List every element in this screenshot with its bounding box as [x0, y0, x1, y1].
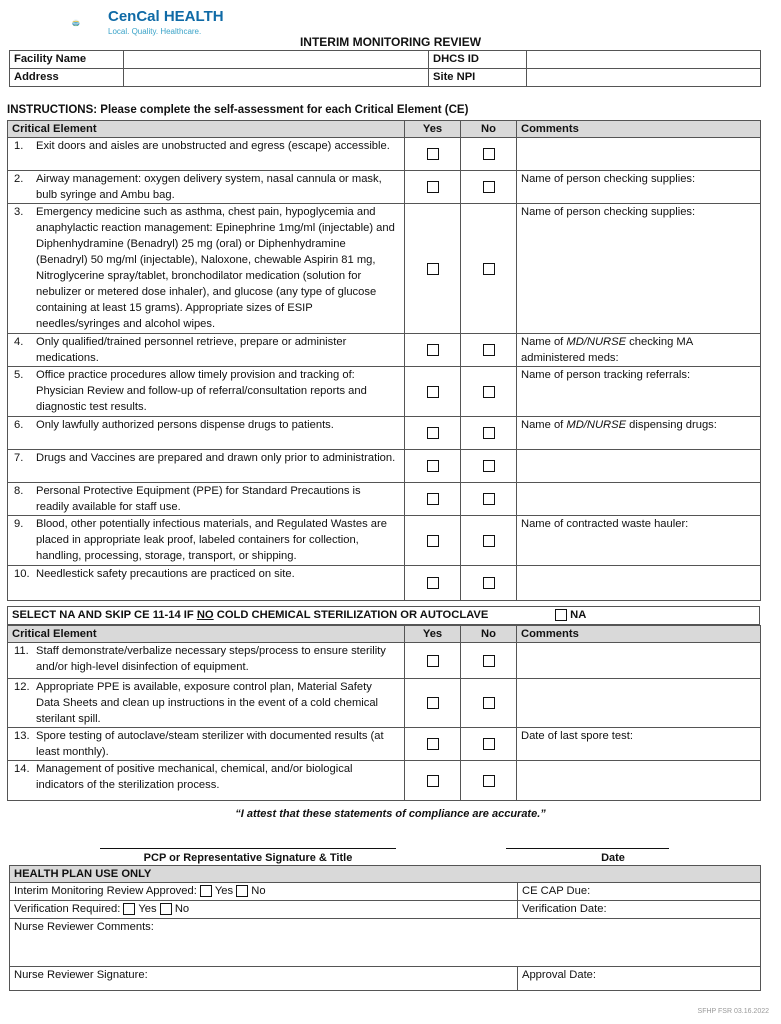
ce-number: 7.: [14, 452, 24, 464]
facility-name-field[interactable]: [124, 51, 429, 69]
table-row: [8, 679, 761, 728]
na-section: [7, 606, 760, 625]
na-instruction: SELECT NA AND SKIP CE 11-14 IF NO COLD CHEMICAL STERILIZATION OR AUTOCLAVE: [8, 607, 552, 625]
approved-yes-checkbox[interactable]: [200, 885, 212, 897]
ce-text-cell: [8, 367, 405, 417]
ce-description: Airway management: oxygen delivery system, nasal cannula or mask, bulb syringe and Ambu bag.: [36, 173, 382, 201]
health-plan-table: [9, 865, 761, 991]
ce-number: 6.: [14, 419, 24, 431]
health-plan-header: HEALTH PLAN USE ONLY: [10, 866, 761, 883]
form-footer: SFHP FSR 03.16.2022: [697, 1008, 769, 1015]
comment-cell[interactable]: Date of last spore test:: [517, 728, 761, 761]
col-yes: Yes: [405, 626, 461, 643]
no-checkbox[interactable]: [483, 386, 495, 398]
table-row: [8, 483, 761, 516]
facility-table: [9, 50, 761, 87]
ce-description: Appropriate PPE is available, exposure control plan, Material Safety Data Sheets and clean up instructions in the event of a cold chemical sterilant spill.: [36, 681, 379, 725]
comment-cell[interactable]: Name of person checking supplies:: [517, 204, 761, 334]
date-line[interactable]: [506, 848, 669, 849]
approval-date-field[interactable]: Approval Date:: [518, 967, 761, 991]
ce-description: Management of positive mechanical, chemical, and/or biological indicators of the sterilization process.: [36, 763, 353, 791]
yes-checkbox[interactable]: [427, 697, 439, 709]
col-no: No: [461, 626, 517, 643]
table-row: [8, 334, 761, 367]
table-row: [8, 171, 761, 204]
col-critical-element: Critical Element: [8, 626, 405, 643]
no-checkbox[interactable]: [483, 577, 495, 589]
approved-row: Interim Monitoring Review Approved: Yes No: [10, 883, 518, 901]
table-row: [8, 417, 761, 450]
yes-checkbox[interactable]: [427, 775, 439, 787]
yes-checkbox[interactable]: [427, 493, 439, 505]
ce-text-cell: [8, 204, 405, 334]
no-checkbox[interactable]: [483, 344, 495, 356]
ce-text-cell: [8, 171, 405, 204]
table-row: [8, 138, 761, 171]
ce-number: 14.: [14, 763, 30, 775]
col-comments: Comments: [517, 121, 761, 138]
ce-number: 12.: [14, 681, 30, 693]
col-comments: Comments: [517, 626, 761, 643]
table-row: [8, 728, 761, 761]
verification-row: Verification Required: Yes No: [10, 901, 518, 919]
approved-no-checkbox[interactable]: [236, 885, 248, 897]
verification-yes-checkbox[interactable]: [123, 903, 135, 915]
ce-number: 1.: [14, 140, 24, 152]
dhcs-id-field[interactable]: [527, 51, 761, 69]
yes-checkbox[interactable]: [427, 655, 439, 667]
no-checkbox[interactable]: [483, 738, 495, 750]
ce-number: 4.: [14, 336, 24, 348]
ce-description: Exit doors and aisles are unobstructed and egress (escape) accessible.: [36, 140, 390, 152]
ce-text-cell: [8, 761, 405, 801]
no-checkbox[interactable]: [483, 655, 495, 667]
comment-cell[interactable]: [517, 483, 761, 516]
ce-number: 2.: [14, 173, 24, 185]
no-checkbox[interactable]: [483, 493, 495, 505]
ce-description: Spore testing of autoclave/steam sterilizer with documented results (at least monthly).: [36, 730, 384, 758]
no-checkbox[interactable]: [483, 460, 495, 472]
critical-elements-table: [7, 120, 761, 601]
no-checkbox[interactable]: [483, 427, 495, 439]
comment-cell[interactable]: Name of MD/NURSE checking MA administered meds:: [517, 334, 761, 367]
na-checkbox[interactable]: [555, 609, 567, 621]
ce-text-cell: [8, 483, 405, 516]
ce-number: 13.: [14, 730, 30, 742]
site-npi-label: Site NPI: [429, 69, 527, 87]
col-critical-element: Critical Element: [8, 121, 405, 138]
comment-cell[interactable]: Name of person tracking referrals:: [517, 367, 761, 417]
site-npi-field[interactable]: [527, 69, 761, 87]
table-row: [8, 761, 761, 801]
brand-name: CenCal HEALTH: [108, 8, 224, 25]
ce-text-cell: [8, 566, 405, 601]
nurse-comments-field[interactable]: Nurse Reviewer Comments:: [10, 919, 761, 967]
yes-checkbox[interactable]: [427, 386, 439, 398]
na-label: NA: [570, 609, 587, 621]
nurse-signature-field[interactable]: Nurse Reviewer Signature:: [10, 967, 518, 991]
ce-description: Personal Protective Equipment (PPE) for Standard Precautions is readily available for staff use.: [36, 485, 361, 513]
date-label: Date: [601, 852, 625, 864]
ce-number: 10.: [14, 568, 30, 580]
ce-number: 8.: [14, 485, 24, 497]
ce-text-cell: [8, 334, 405, 367]
address-field[interactable]: [124, 69, 429, 87]
brand-tagline: Local. Quality. Healthcare.: [108, 27, 202, 36]
no-checkbox[interactable]: [483, 535, 495, 547]
comment-cell[interactable]: [517, 138, 761, 171]
dhcs-id-label: DHCS ID: [429, 51, 527, 69]
comment-cell[interactable]: Name of contracted waste hauler:: [517, 516, 761, 566]
facility-name-label: Facility Name: [10, 51, 124, 69]
col-no: No: [461, 121, 517, 138]
attestation: “I attest that these statements of compliance are accurate.”: [235, 808, 546, 820]
table-row: [8, 204, 761, 334]
ce-description: Blood, other potentially infectious materials, and Regulated Wastes are placed in appropriate leak proof, labeled containers for collection, handling, processing, storage, transport, or shipping.: [36, 518, 387, 562]
ce-number: 3.: [14, 206, 24, 218]
instructions: INSTRUCTIONS: Please complete the self-assessment for each Critical Element (CE): [7, 104, 469, 116]
ce-description: Only qualified/trained personnel retrieve, prepare or administer medications.: [36, 336, 347, 364]
comment-cell[interactable]: [517, 679, 761, 728]
ce-description: Office practice procedures allow timely provision and tracking of: Physician Review and follow-up of referral/consultation reports and diagnostic test results.: [36, 369, 367, 413]
ce-number: 11.: [14, 645, 29, 657]
ce-text-cell: [8, 138, 405, 171]
yes-checkbox[interactable]: [427, 460, 439, 472]
table-row: [8, 450, 761, 483]
comment-cell[interactable]: Name of MD/NURSE dispensing drugs:: [517, 417, 761, 450]
page-title: INTERIM MONITORING REVIEW: [299, 35, 482, 49]
verification-date-field[interactable]: Verification Date:: [518, 901, 761, 919]
table-row: [8, 566, 761, 601]
comment-cell[interactable]: [517, 450, 761, 483]
signature-label: PCP or Representative Signature & Title: [143, 852, 353, 864]
yes-checkbox[interactable]: [427, 181, 439, 193]
yes-checkbox[interactable]: [427, 263, 439, 275]
sterilization-table: [7, 625, 761, 801]
yes-checkbox[interactable]: [427, 535, 439, 547]
ce-text-cell: [8, 679, 405, 728]
no-checkbox[interactable]: [483, 697, 495, 709]
comment-cell[interactable]: Name of person checking supplies:: [517, 171, 761, 204]
ce-description: Drugs and Vaccines are prepared and drawn only prior to administration.: [36, 452, 396, 464]
address-label: Address: [10, 69, 124, 87]
table-row: [8, 516, 761, 566]
ce-cap-due-field[interactable]: CE CAP Due:: [518, 883, 761, 901]
ce-text-cell: [8, 450, 405, 483]
ce-number: 9.: [14, 518, 24, 530]
no-checkbox[interactable]: [483, 263, 495, 275]
col-yes: Yes: [405, 121, 461, 138]
ce-text-cell: [8, 643, 405, 679]
no-checkbox[interactable]: [483, 148, 495, 160]
ce-description: Emergency medicine such as asthma, chest pain, hypoglycemia and anaphylactic reaction management: Epinephrine 1mg/ml (injectable) and Diphenhydramine (Benadryl) 25 mg (oral) or Diphenhydramine (Benadryl) 50 mg/ml (injectable), Naloxone, chewable Aspirin 81 mg, Nitroglycerine spray/tablet, bronchodilator medication (solution for nebulizer or metered dose inhaler), and glucose (any type of glucose containing at least 15 grams). Appropriate sizes of ESIP needles/syringes and alcohol wipes.: [36, 206, 395, 330]
comment-cell[interactable]: [517, 761, 761, 801]
yes-checkbox[interactable]: [427, 148, 439, 160]
ce-description: Needlestick safety precautions are practiced on site.: [36, 568, 295, 580]
ce-text-cell: [8, 516, 405, 566]
yes-checkbox[interactable]: [427, 427, 439, 439]
ce-description: Staff demonstrate/verbalize necessary steps/process to ensure sterility and/or high-level disinfection of equipment.: [36, 645, 386, 673]
ce-text-cell: [8, 728, 405, 761]
yes-checkbox[interactable]: [427, 738, 439, 750]
signature-line[interactable]: [100, 848, 396, 849]
yes-checkbox[interactable]: [427, 577, 439, 589]
table-row: [8, 643, 761, 679]
table-row: [8, 367, 761, 417]
yes-checkbox[interactable]: [427, 344, 439, 356]
ce-number: 5.: [14, 369, 24, 381]
no-checkbox[interactable]: [483, 775, 495, 787]
ce-description: Only lawfully authorized persons dispense drugs to patients.: [36, 419, 334, 431]
comment-cell[interactable]: [517, 643, 761, 679]
verification-no-checkbox[interactable]: [160, 903, 172, 915]
comment-cell[interactable]: [517, 566, 761, 601]
no-checkbox[interactable]: [483, 181, 495, 193]
ce-text-cell: [8, 417, 405, 450]
